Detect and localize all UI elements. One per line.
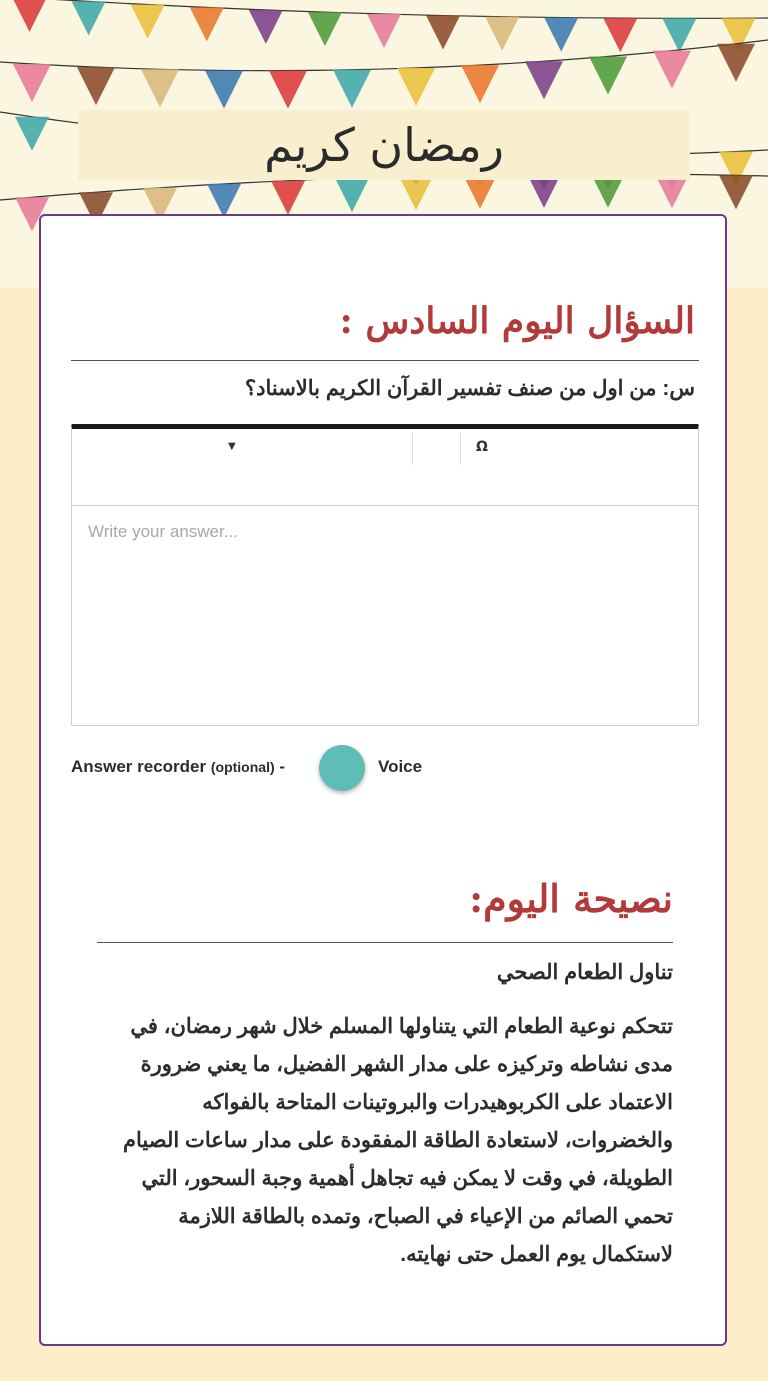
bunting-flag <box>525 61 563 99</box>
bunting-flag <box>131 5 165 39</box>
bunting-flag <box>544 18 578 52</box>
tip-title: تناول الطعام الصحي <box>496 961 673 984</box>
answer-recorder <box>71 744 491 792</box>
voice-label: Voice <box>378 757 423 776</box>
bunting-flag <box>589 56 627 94</box>
page-title: رمضان كريم <box>264 118 504 172</box>
title-box <box>78 110 690 180</box>
bunting-flag <box>367 14 401 48</box>
question-heading: السؤال اليوم السادس : <box>339 300 695 342</box>
recorder-dash: - <box>279 757 286 776</box>
tip-heading: نصيحة اليوم: <box>469 876 673 921</box>
bunting-flag <box>271 181 305 215</box>
bunting-flag <box>399 176 433 210</box>
bunting-flag <box>333 70 371 108</box>
tip-divider <box>97 942 673 943</box>
recorder-label-text: Answer recorder <box>71 757 207 776</box>
bunting-flag <box>141 69 179 107</box>
bunting-flag <box>72 1 106 35</box>
record-button[interactable] <box>319 745 365 791</box>
bunting-flag <box>249 10 283 44</box>
toolbar-separator <box>460 433 461 465</box>
question-card <box>39 214 727 1346</box>
bunting-flag <box>15 117 49 151</box>
question-divider <box>71 360 699 361</box>
bunting-flag <box>719 175 753 209</box>
bunting-flag <box>335 178 369 212</box>
recorder-label <box>71 757 285 777</box>
recorder-optional: (optional) <box>210 759 275 775</box>
bunting-flag <box>662 18 696 52</box>
bunting-flag <box>603 18 637 52</box>
toolbar-separator <box>412 433 413 465</box>
answer-input[interactable] <box>72 506 698 721</box>
bunting-flag <box>461 65 499 103</box>
bunting-flag <box>269 71 307 109</box>
bunting-flag <box>190 7 224 41</box>
caret-down-icon[interactable]: ▼ <box>228 441 236 452</box>
bunting-flag <box>13 0 47 32</box>
question-text: س: من اول من صنف تفسير القرآن الكريم بالاسناد؟ <box>244 377 695 400</box>
bunting-flag <box>397 68 435 106</box>
bunting-flag <box>717 44 755 82</box>
bunting-flag <box>207 184 241 218</box>
bunting-flag <box>426 16 460 50</box>
bunting-flag <box>205 70 243 108</box>
bunting-flag <box>308 12 342 46</box>
answer-editor <box>71 424 699 726</box>
bunting-flag <box>485 17 519 51</box>
bunting-flag <box>77 67 115 105</box>
bunting-flag <box>13 64 51 102</box>
special-character-button[interactable]: Ω <box>476 439 488 455</box>
bunting-flag <box>653 51 691 89</box>
tip-body: تتحكم نوعية الطعام التي يتناولها المسلم خلال شهر رمضان، في مدى نشاطه وتركيزه على مدار الشهر الفضيل، ما يعني ضرورة الاعتماد على الكربوهيدرات والبروتينات المتاحة بالفواكه والخضروات، لاستعادة الطاقة المفقودة على مدار ساعات الصيام الطويلة، في وقت لا يمكن فيه تجاهل أهمية وجبة السحور، التي تحمي الصائم من الإعياء في الصباح، وتمده بالطاقة اللازمة لاستكمال يوم العمل حتى نهايته. <box>123 1015 673 1266</box>
editor-toolbar <box>72 429 698 506</box>
